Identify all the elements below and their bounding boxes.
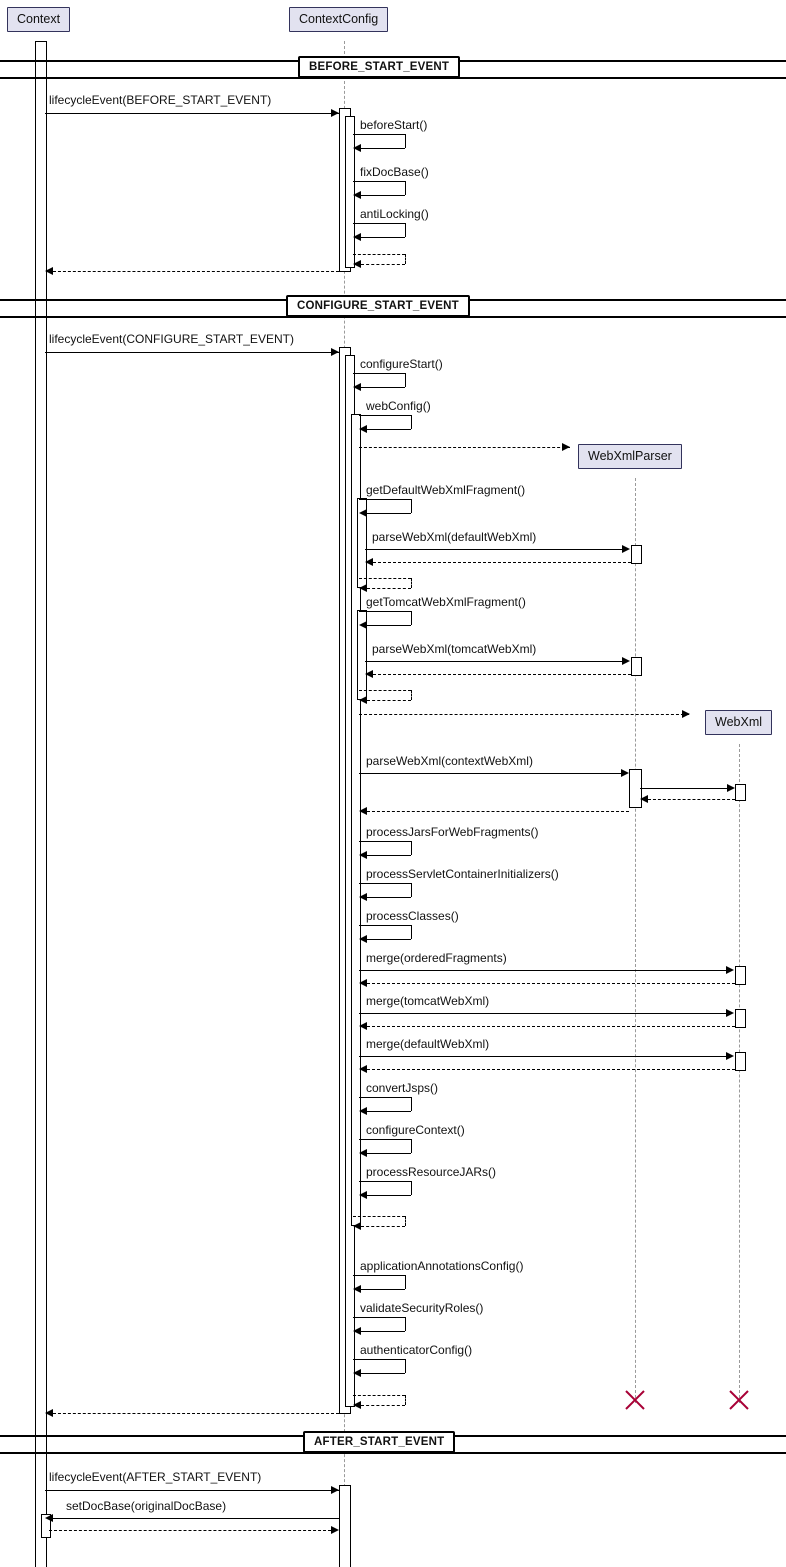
destroy-marker-webxmlparser [624,1389,646,1411]
message-line-getdefault-bottom [367,513,411,514]
message-line-processsci-top [359,883,411,884]
message-line-processsci-right [411,883,412,897]
message-line-webconfig-right [411,415,412,429]
message-line-processclasses-bottom [367,939,411,940]
return-arrow-merge-tomcatwebxml [359,1022,367,1030]
return-line-merge-defaultwebxml [367,1069,735,1070]
message-arrow-lifecycle-configure-start [331,348,339,356]
return-arrow-getdefault [359,584,367,592]
message-label-validatesecurityroles: validateSecurityRoles() [360,1301,484,1315]
message-line-merge-defaultwebxml [359,1056,727,1057]
message-line-getdefault-top [359,499,411,500]
lifeline-webxml [739,744,740,1403]
message-arrow-processjars [359,851,367,859]
activation-webxml-1 [735,784,746,801]
message-line-processresourcejars-top [359,1181,411,1182]
message-line-convertjsps-bottom [367,1111,411,1112]
message-label-configurecontext: configureContext() [366,1123,465,1137]
message-arrow-parsewebxml-tomcat [622,657,630,665]
return-arrow-parsewebxml-tomcat [365,670,373,678]
message-line-lifecycle-after-start [45,1490,339,1491]
return-line-configurestart-self-right [405,1395,406,1405]
message-line-configurecontext-right [411,1139,412,1153]
message-label-antilocking: antiLocking() [360,207,429,221]
message-arrow-processsci [359,893,367,901]
message-line-processresourcejars-bottom [367,1195,411,1196]
activation-webxml-3 [735,1009,746,1028]
message-arrow-fixdocbase [353,191,361,199]
message-line-fixdocbase-bottom [361,195,405,196]
message-arrow-merge-tomcatwebxml [726,1009,734,1017]
message-line-merge-tomcatwebxml [359,1013,727,1014]
message-line-parsewebxml-default [365,549,623,550]
message-arrow-appannotations [353,1285,361,1293]
divider-configure-start: CONFIGURE_START_EVENT [286,295,470,317]
activation-webxmlparser-2 [631,657,642,676]
message-line-gettomcat-bottom [367,625,411,626]
return-line-getdefault-right [411,578,412,588]
message-line-processclasses-top [359,925,411,926]
message-line-validatesecurityroles-bottom [361,1331,405,1332]
message-line-antilocking-top [353,223,405,224]
return-arrow-setdocbase [331,1526,339,1534]
message-line-configurestart-top [353,373,405,374]
message-label-merge-tomcatwebxml: merge(tomcatWebXml) [366,994,490,1008]
activation-webxml-4 [735,1052,746,1071]
message-label-lifecycle-before-start: lifecycleEvent(BEFORE_START_EVENT) [49,93,272,107]
create-line-webxmlparser [359,447,570,448]
message-arrow-processclasses [359,935,367,943]
return-line-beforestart-self-top [353,254,405,255]
message-arrow-convertjsps [359,1107,367,1115]
message-line-convertjsps-top [359,1097,411,1098]
message-label-processservletcontainerinitializers: processServletContainerInitializers() [366,867,559,881]
message-line-parsewebxml-tomcat [365,661,623,662]
message-arrow-getdefault [359,509,367,517]
message-line-antilocking-bottom [361,237,405,238]
return-arrow-webxml-to-webxmlparser [640,795,648,803]
message-label-webconfig: webConfig() [366,399,431,413]
message-label-fixdocbase: fixDocBase() [360,165,429,179]
message-line-processsci-bottom [367,897,411,898]
return-line-before-start [53,271,339,272]
message-line-beforestart-bottom [361,148,405,149]
message-label-parsewebxml-default: parseWebXml(defaultWebXml) [372,530,537,544]
message-label-setdocbase: setDocBase(originalDocBase) [66,1499,227,1513]
message-line-configurecontext-bottom [367,1153,411,1154]
message-label-lifecycle-after-start: lifecycleEvent(AFTER_START_EVENT) [49,1470,262,1484]
return-arrow-merge-orderedfragments [359,979,367,987]
message-label-processjarsforwebfragments: processJarsForWebFragments() [366,825,539,839]
message-arrow-merge-orderedfragments [726,966,734,974]
return-line-merge-orderedfragments [367,983,735,984]
message-line-lifecycle-before-start [45,113,339,114]
message-line-gettomcat-right [411,611,412,625]
message-arrow-parsewebxml-context [621,769,629,777]
message-line-lifecycle-configure-start [45,352,339,353]
return-arrow-merge-defaultwebxml [359,1065,367,1073]
return-line-getdefault-bottom [367,588,411,589]
message-line-processjars-bottom [367,855,411,856]
message-label-gettomcatwebxmlfragment: getTomcatWebXmlFragment() [366,595,526,609]
message-arrow-lifecycle-before-start [331,109,339,117]
activation-webxml-2 [735,966,746,985]
message-label-convertjsps: convertJsps() [366,1081,439,1095]
message-label-applicationannotationsconfig: applicationAnnotationsConfig() [360,1259,524,1273]
message-arrow-webconfig [359,425,367,433]
message-line-appannotations-bottom [361,1289,405,1290]
message-arrow-processresourcejars [359,1191,367,1199]
message-label-parsewebxml-context: parseWebXml(contextWebXml) [366,754,533,768]
message-line-processjars-top [359,841,411,842]
message-line-configurestart-bottom [361,387,405,388]
message-label-merge-defaultwebxml: merge(defaultWebXml) [366,1037,490,1051]
create-arrow-webxmlparser [562,443,570,451]
message-line-validatesecurityroles-right [405,1317,406,1331]
message-line-fixdocbase-top [353,181,405,182]
destroy-marker-webxml [728,1389,750,1411]
message-line-authenticatorconfig-right [405,1359,406,1373]
message-line-beforestart-top [353,134,405,135]
message-line-merge-orderedfragments [359,970,727,971]
divider-before-start: BEFORE_START_EVENT [298,56,460,78]
divider-after-start: AFTER_START_EVENT [303,1431,455,1453]
message-label-authenticatorconfig: authenticatorConfig() [360,1343,473,1357]
return-line-beforestart-self-right [405,254,406,264]
message-line-gettomcat-top [359,611,411,612]
return-arrow-configure-start [45,1409,53,1417]
return-line-configurestart-self-top [353,1395,405,1396]
message-line-processclasses-right [411,925,412,939]
return-line-webconfig-top [353,1216,405,1217]
message-arrow-configurecontext [359,1149,367,1157]
message-arrow-configurestart [353,383,361,391]
message-label-lifecycle-configure-start: lifecycleEvent(CONFIGURE_START_EVENT) [49,332,294,346]
activation-webxmlparser-1 [631,545,642,564]
message-label-configurestart: configureStart() [360,357,443,371]
create-arrow-webxml [682,710,690,718]
activation-contextconfig-after [339,1485,351,1567]
message-line-appannotations-top [353,1275,405,1276]
message-line-appannotations-right [405,1275,406,1289]
participant-context[interactable]: Context [7,7,70,32]
message-arrow-authenticatorconfig [353,1369,361,1377]
return-arrow-parsewebxml-default [365,558,373,566]
message-line-configurestart-right [405,373,406,387]
return-arrow-configurestart-self [353,1401,361,1409]
message-line-processjars-right [411,841,412,855]
message-label-getdefaultwebxmlfragment: getDefaultWebXmlFragment() [366,483,526,497]
message-label-merge-orderedfragments: merge(orderedFragments) [366,951,507,965]
message-line-fixdocbase-right [405,181,406,195]
return-arrow-beforestart-self [353,260,361,268]
return-line-configure-start [53,1413,339,1414]
message-label-processresourcejars: processResourceJARs() [366,1165,497,1179]
return-line-webconfig-bottom [361,1226,405,1227]
participant-contextconfig[interactable]: ContextConfig [289,7,388,32]
message-line-convertjsps-right [411,1097,412,1111]
return-line-gettomcat-right [411,690,412,700]
participant-webxml[interactable]: WebXml [705,710,772,735]
message-line-validatesecurityroles-top [353,1317,405,1318]
message-arrow-beforestart [353,144,361,152]
message-line-webxmlparser-to-webxml [640,788,728,789]
message-arrow-merge-defaultwebxml [726,1052,734,1060]
return-line-configurestart-self-bottom [361,1405,405,1406]
return-arrow-before-start [45,267,53,275]
return-line-webxml-to-webxmlparser [648,799,735,800]
create-line-webxml [359,714,689,715]
message-arrow-setdocbase [45,1514,53,1522]
message-arrow-antilocking [353,233,361,241]
return-arrow-gettomcat [359,696,367,704]
message-label-parsewebxml-tomcat: parseWebXml(tomcatWebXml) [372,642,537,656]
message-line-antilocking-right [405,223,406,237]
message-arrow-parsewebxml-default [622,545,630,553]
message-line-parsewebxml-context [359,773,622,774]
return-arrow-parsewebxml-context [359,807,367,815]
return-line-parsewebxml-default [373,562,631,563]
participant-webxmlparser[interactable]: WebXmlParser [578,444,682,469]
return-line-beforestart-self-bottom [361,264,405,265]
message-line-webconfig-top [359,415,411,416]
message-line-webconfig-bottom [367,429,411,430]
message-line-getdefault-right [411,499,412,513]
return-line-parsewebxml-tomcat [373,674,631,675]
return-line-setdocbase [49,1530,331,1531]
return-line-parsewebxml-context [367,811,629,812]
return-line-gettomcat-bottom [367,700,411,701]
return-line-getdefault-top [359,578,411,579]
message-line-configurecontext-top [359,1139,411,1140]
message-arrow-gettomcat [359,621,367,629]
message-label-processclasses: processClasses() [366,909,459,923]
return-line-webconfig-right [405,1216,406,1226]
lifeline-webxmlparser [635,478,636,1403]
return-line-gettomcat-top [359,690,411,691]
message-arrow-lifecycle-after-start [331,1486,339,1494]
message-line-processresourcejars-right [411,1181,412,1195]
message-line-setdocbase [53,1518,339,1519]
message-arrow-validatesecurityroles [353,1327,361,1335]
message-arrow-webxmlparser-to-webxml [727,784,735,792]
return-arrow-webconfig [353,1222,361,1230]
message-line-authenticatorconfig-top [353,1359,405,1360]
message-line-authenticatorconfig-bottom [361,1373,405,1374]
message-label-beforestart: beforeStart() [360,118,428,132]
return-line-merge-tomcatwebxml [367,1026,735,1027]
message-line-beforestart-right [405,134,406,148]
